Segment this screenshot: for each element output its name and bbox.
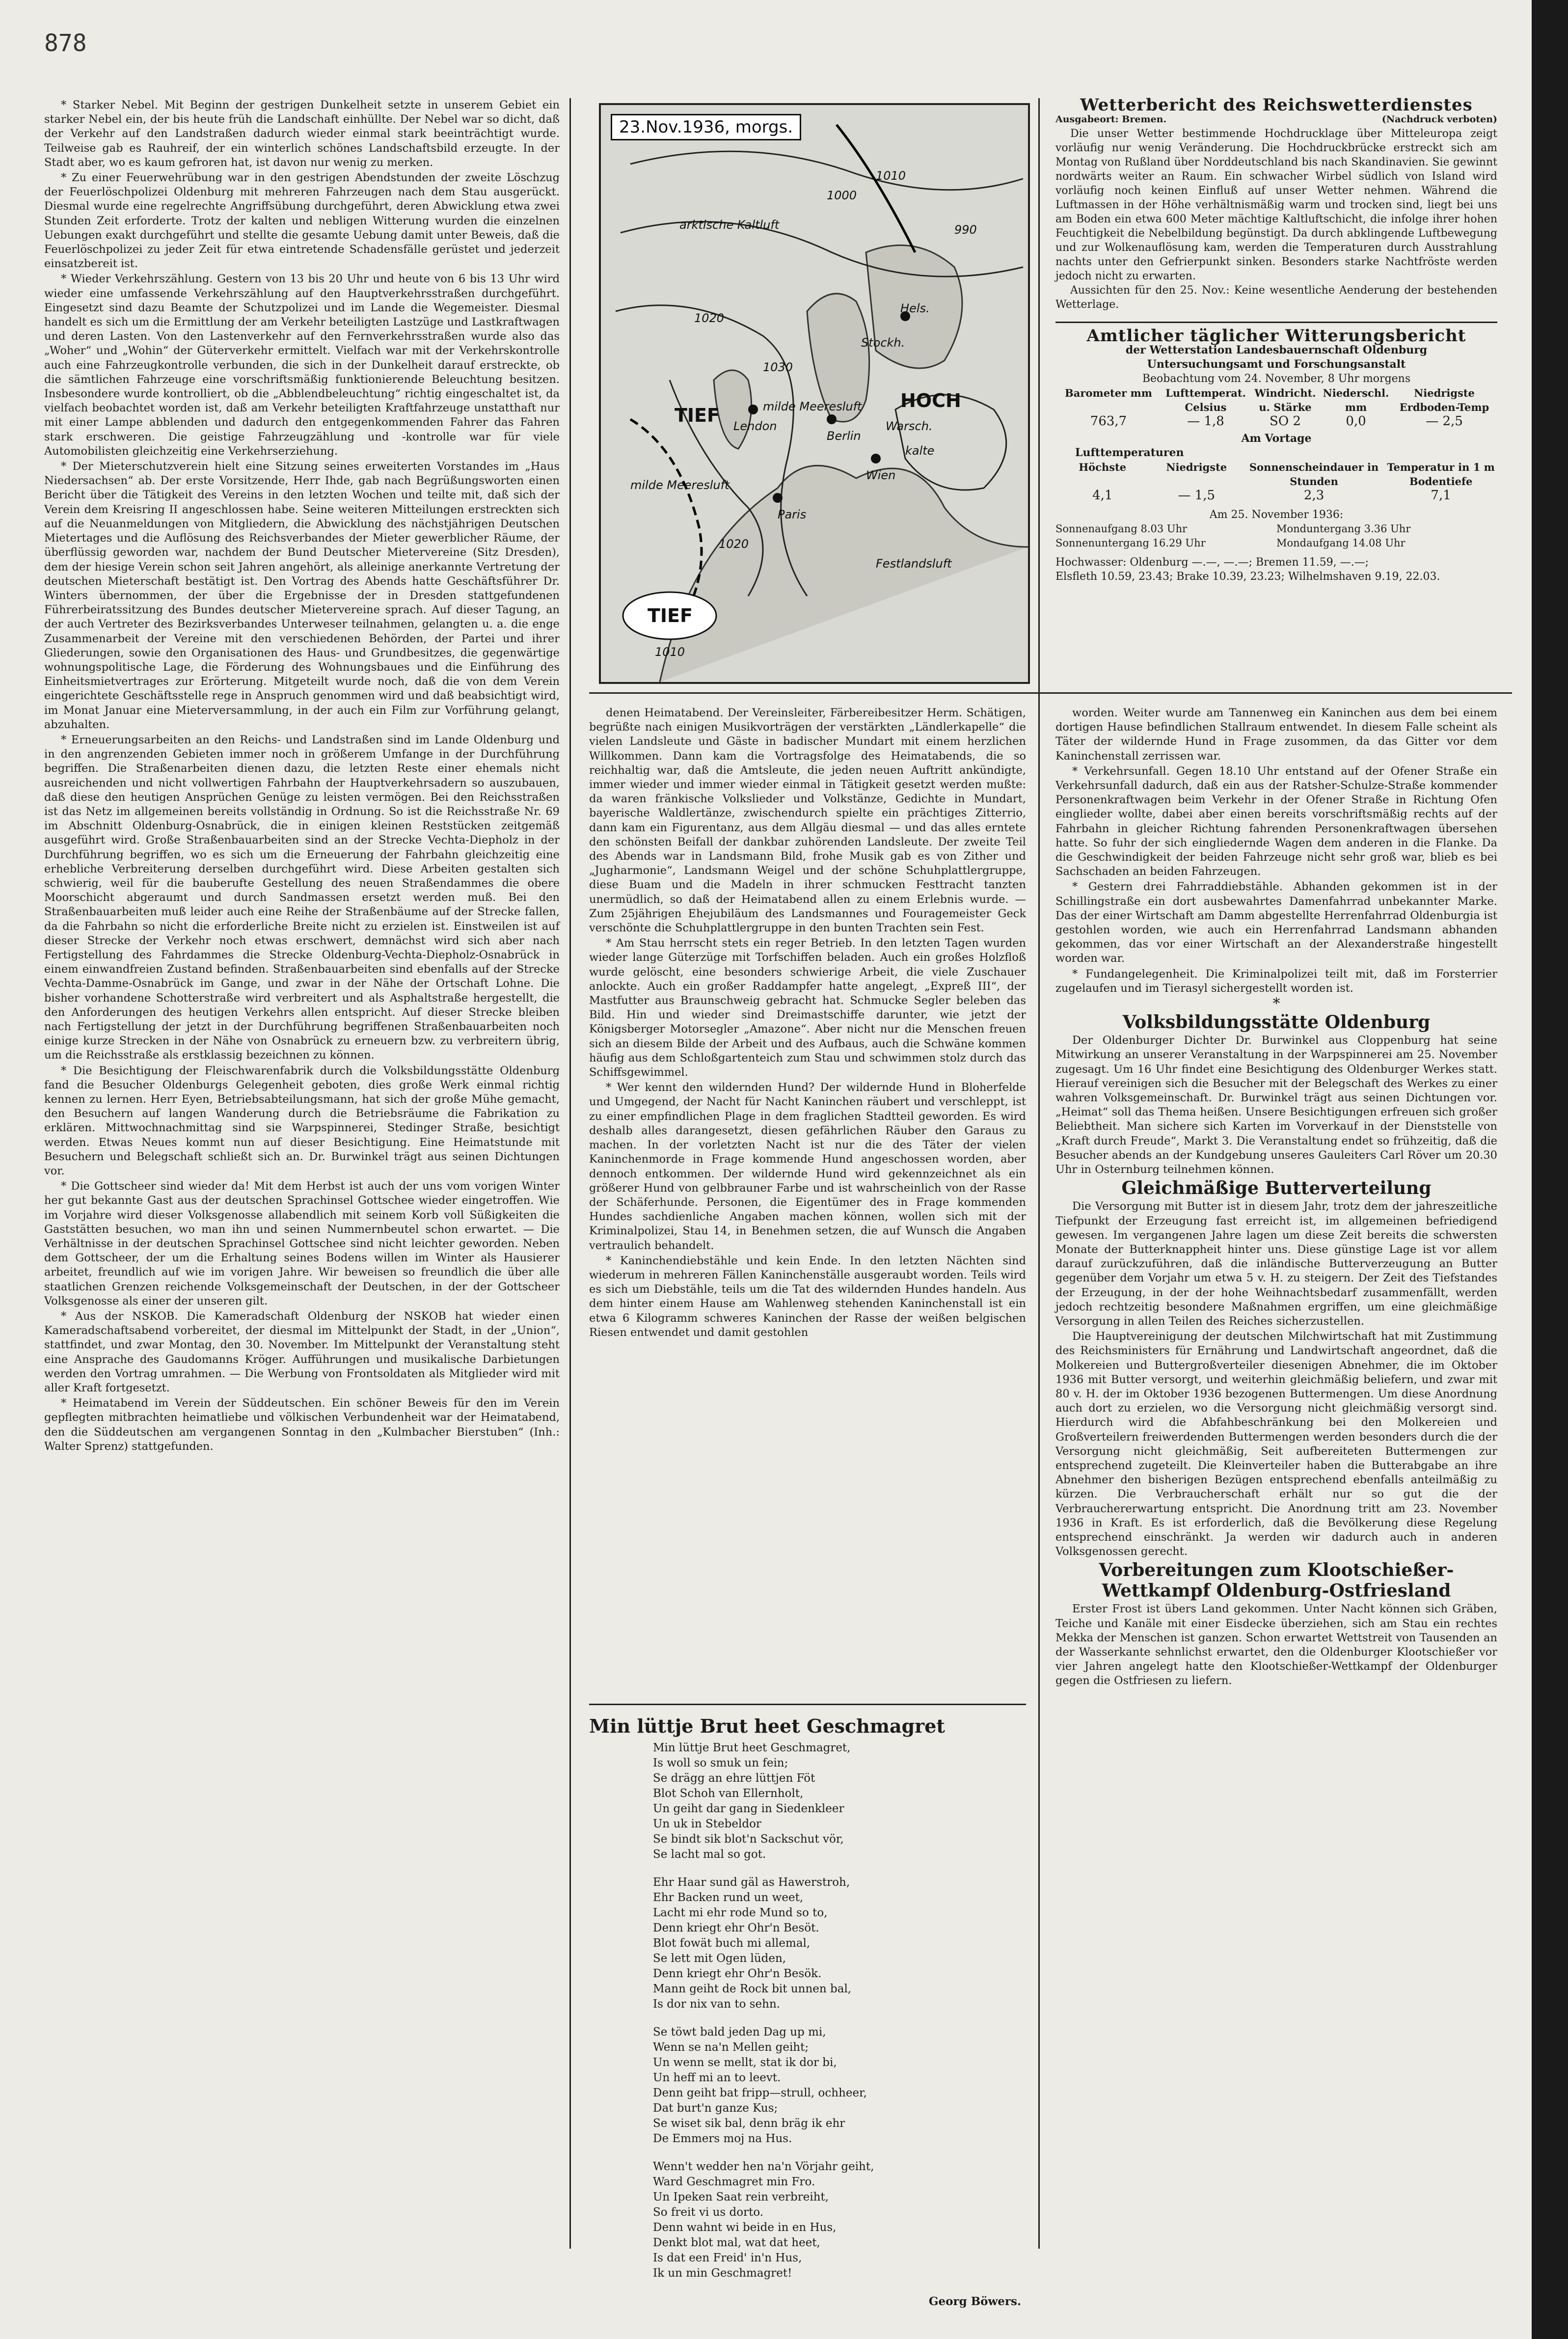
table-header: Niedrigste xyxy=(1166,461,1227,473)
article-stau: * Am Stau herrscht stets ein reger Betrieb. In den letzten Tagen wurden wieder lange Güterzüge mit Torfschiffen beladen. Auch ein großes Holzfloß wurde gelöscht, eine besonders schwierige Arbeit, die viele Zuschauer anlockte. Auch ein großer Raddampfer hatte angelegt, „Expreß III“, der Mastfutter aus Braunschweig gebracht hat. Schmucke Segler beleben das Bild. Hin und wieder sind Dreimastschiffe darunter, wie jetzt der Königsberger Motorsegler „Amazone“. Aber nicht nur die Menschen freuen sich an diesem Bilde der Arbeit und des Aufbaus, auch die Schwäne kommen häufig aus dem Schloßgartenteich zum Stau und schwimmen stolz durch das Schiffsgewimmel. xyxy=(589,937,1026,1079)
report-temp-group: Lufttemperaturen xyxy=(1075,446,1184,459)
moonset: Monduntergang 3.36 Uhr xyxy=(1276,523,1411,535)
article-butter-2: Die Hauptvereinigung der deutschen Milchwirtschaft hat mit Zustimmung des Reichsministers für Ernährung und Landwirtschaft angeordnet, daß die Molkereien und Buttergroßverteiler diesenigen Abnehmer, die im Oktober 1936 mit Butter versorgt, und weiterhin gleichmäßig beliefern, und zwar mit 80 v. H. der im Oktober 1936 bezogenen Buttermengen. Um diese Anordnung auch dort zu erzielen, wo die Versorgung nicht gleichmäßig versorgt sind. Hierdurch wird die Abfahbeschränkung bei den Molkereien und Großverteilern freiwerdenden Buttermengen werden besonders durch die der Versorgung nicht gleichmäßig, Seit aufbereiteten Buttermengen zur entsprechend zugeteilt. Die Kleinverteiler haben die Butterabgabe an ihre Abnehmer den bisherigen Bezügen entsprechend ebenfalls anteilmäßig zu kürzen. Die Verbraucherschaft erhält nur so gut die der Verbrauchererwartung entspricht. Die Anordnung tritt am 23. November 1936 in Kraft. Es ist erforderlich, daß die Bevölkerung diese Regelung entsprechend einschränkt. Ja werden wir dadurch auch in anderen Volksgenossen gerecht. xyxy=(1055,1330,1497,1558)
article-fund: * Fundangelegenheit. Die Kriminalpolizei teilt mit, daß im Forsterrier zugelaufen und im Tierasyl sichergestellt worden ist. xyxy=(1055,967,1497,995)
weather-copyright: (Nachdruck verboten) xyxy=(1381,114,1497,125)
table-header: Lufttemperat. Celsius xyxy=(1165,387,1246,413)
article-fleischwaren: * Die Besichtigung der Fleischwarenfabrik durch die Volksbildungsstätte Oldenburg fand die Besucher Oldenburgs Gelegenheit geboten, dies große Werk einmal richtig kennen zu lernen. Herr Eyen, Betriebsabteilungsmann, hat sich der große Mühe gemacht, den Besuchern auf langen Wanderung durch die Betriebsräume die Fabrikation zu erklären. Mittwochnachmittag sind sie Warpspinnerei, Stedinger Straße, besichtigt werden. Etwas Neues kommt nun auf dieser Besichtigung. Eine Heimatstunde mit Besuchern und Belegschaft schließt sich an. Dr. Burwinkel trägt aus seinen Dichtungen vor. xyxy=(44,1064,560,1178)
map-label-berlin: Berlin xyxy=(827,429,861,443)
weather-outlook: Aussichten für den 25. Nov.: Keine wesentliche Aenderung der bestehenden Wetterlage. xyxy=(1055,284,1497,311)
poem-rule xyxy=(589,1704,1026,1705)
article-volksbildung: Der Oldenburger Dichter Dr. Burwinkel aus Cloppenburg hat seine Mitwirkung an unserer Veranstaltung in der Warpspinnerei am 25. November zugesagt. Um 16 Uhr findet eine Besichtigung des Oldenburger Werkes statt. Hierauf vereinigen sich die Besucher mit der Belegschaft des Werkes zu einer wahren Volksgemeinschaft. Dr. Burwinkel trägt aus seinen Dichtungen vor. „Heimat“ soll das Thema heißen. Unsere Besichtigungen erfreuen sich großer Beliebtheit. Man sichere sich Karten im Vorverkauf in der Dienststelle von „Kraft durch Freude“, Markt 3. Die Veranstaltung endet so frühzeitig, daß die Besucher abends an der Kundgebung unseres Gauleiters Carl Röver um 20.30 Uhr in Osternburg teilnehmen können. xyxy=(1055,1034,1497,1176)
article-mieterschutz: * Der Mieterschutzverein hielt eine Sitzung seines erweiterten Vorstandes im „Haus Niedersachsen“ ab. Der erste Vorsitzende, Herr Ihde, gab nach Begrüßungsworten einen Bericht über die Tätigkeit des Vereins in den letzten Wochen und teilte mit, daß sich der Verein dem Kreisring II angeschlossen habe. Seine weiteren Mitteilungen erstreckten sich auf die Neuanmeldungen von Mitgliedern, die Abwicklung des nächstjährigen Deutschen Mietertages und die Auflösung des Reichsverbandes der Mieter gewerblicher Räume, der überflüssig geworden war, nachdem der Bund Deutscher Mietervereine (Sitz Dresden), dem der hiesige Verein schon seit Jahren angehört, als alleinige anerkannte Vertretung der deutschen Mieterschaft bestätigt ist. Den Vortrag des Abends hatte Geschäftsführer Dr. Winters übernommen, der über die Ergebnisse der in Dresden stattgefundenen Führerbeiratssitzung des Bundes deutscher Mietervereine sprach. Auf dieser Tagung, an der auch Vertreter des Bezirksverbandes Unterweser teilnahmen, gelangten u. a. die enge Zusammenarbeit der Vereine mit den verschiedenen Behörden, der Partei und ihrer Gliederungen, sowie den Organisationen des Haus- und Grundbesitzes, die gegenwärtige wohnungspolitische Lage, die Förderung des Wohnungsbaues und die Einführung des Einheitsmietvertrages zur Erörterung. Mitgeteilt wurde noch, daß die von dem Verein eingerichtete Geschäftsstelle rege in Anspruch genommen wird und daß beabsichtigt wird, im Monat Januar eine Mieterversammlung, in der auch ein Film zur Vorführung gelangt, abzuhalten. xyxy=(44,460,560,731)
map-label-warschau: Warsch. xyxy=(886,419,933,433)
article-verkehrsunfall: * Verkehrsunfall. Gegen 18.10 Uhr entstand auf der Ofener Straße ein Verkehrsunfall dadurch, daß ein aus der Ratsher-Schulze-Straße kommender Personenkraftwagen beim Verkehr in der Ofener Straße in Richtung Ofen einglieder wollte, dabei aber einen bereits vorschriftsmäßig rechts auf der Fahrbahn in gleicher Richtung fahrenden Personenkraftwagen übersehen hatte. So fuhr der sich eingliedernde Wagen dem anderen in die Flanke. Da die Geschwindigkeit der beiden Fahrzeuge nicht sehr groß war, blieb es bei Sachschaden an beiden Fahrzeugen. xyxy=(1055,764,1497,878)
map-label-meeresluft: milde Meeresluft xyxy=(763,400,862,413)
map-isobar-1010-south: 1010 xyxy=(655,645,685,659)
table-header: Sonnenscheindauer in Stunden xyxy=(1249,461,1379,488)
article-nskob: * Aus der NSKOB. Die Kameradschaft Oldenburg der NSKOB hat wieder einen Kameradschaftsabend vorbereitet, der diesmal im Mittelpunkt der Stadt, in der „Union“, stattfindet, und zwar Montag, den 30. November. Im Mittelpunkt der Veranstaltung steht eine Ansprache des Gaudomanns Kröger. Aufführungen und musikalische Darbietungen werden den Vortrag umrahmen. — Die Werbung von Frontsoldaten als Mitglieder wird mit aller Kraft fortgesetzt. xyxy=(44,1310,560,1395)
report-observed: Beobachtung vom 24. November, 8 Uhr morgens xyxy=(1142,373,1411,385)
weather-title: Wetterbericht des Reichswetterdienstes xyxy=(1080,95,1473,115)
table-header: Windricht. u. Stärke xyxy=(1254,387,1316,413)
column-middle xyxy=(589,706,1026,1341)
table-cell: 4,1 xyxy=(1092,488,1113,503)
map-label-festland: Festlandsluft xyxy=(876,557,952,571)
article-kaninchen: * Kaninchendiebstähle und kein Ende. In den letzten Nächten sind wiederum in mehreren Fällen Kaninchenställe ausgeraubt worden. Teils wird es sich um Diebstähle, teils um die Tat des wildernden Hundes handeln. Aus dem hinter einem Hause am Wahlenweg stehenden Kaninchenstall ist ein etwa 6 Kilogramm schweres Kaninchen der Rasse der weißen belgischen Riesen entwendet und damit gestohlen xyxy=(589,1254,1026,1339)
article-gottscheer: * Die Gottscheer sind wieder da! Mit dem Herbst ist auch der uns vom vorigen Winter her gut bekannte Gast aus der deutschen Sprachinsel Gottschee wieder eingetroffen. Wie im Vorjahre wird dieser Volksgenosse allabendlich mit seinem Korb voll Süßigkeiten die Gaststätten besuchen, wo man ihn und seinen Nummernbeutel schon erwartet. — Die Verhältnisse in der deutschen Sprachinsel Gottschee sind nicht leichter geworden. Neben dem Gottscheer, der um die Erhaltung seines Bodens willen im Winter als Hausierer arbeitet, freundlich auf wie im vorigen Jahre. Wir beweisen so freundlich die über alle staatlichen Grenzen reichende Volksgemeinschaft der Deutschen, in der der Gottscheer Volksgenosse als einer der unseren gilt. xyxy=(44,1180,560,1307)
map-label-kalte: kalte xyxy=(905,444,935,458)
article-heimatabend-cont: denen Heimatabend. Der Vereinsleiter, Färbereibesitzer Herm. Schätigen, begrüßte nach einigen Musikvorträgen der verstärkten „Ländlerkapelle“ die vielen Landsleute und Gäste in badischer Mundart mit einem herzlichen Willkommen. Dann kam die Vortragsfolge des Heimatabends, die so reichhaltig war, daß die Amtsleute, die jeden neuen Auftritt ankündigte, immer wieder und immer wieder einmal in Tätigkeit gesetzt werden mußte: da waren fränkische Volkslieder und Volkstänze, Gedichte in Mundart, bayerische Waldlertänze, zwischendurch spielte ein prächtiges Zitterrio, dann kam ein Figurentanz, aus dem Allgäu diesmal — und das alles erntete den schönsten Beifall der dankbar zuhörenden Landsleute. Der zweite Teil des Abends war in Landsmann Bild, frohe Musik gab es von Zither und „Jugharmonie“, Landsmann Weigel und der schöne Schuhplattlergruppe, diese Buam und die Madeln in ihrer schmucken Festtracht tanzten unermüdlich, so daß der Heimatabend allen zu einem Erlebnis wurde. — Zum 25jährigen Ehejubiläum des Landsmannes und Fouragemeister Geck verschönte die Schuhplattlergruppe in den bunten Trachten sein Fest. xyxy=(589,707,1026,935)
table-cell: 0,0 xyxy=(1346,414,1366,429)
article-feuerwehr: * Zu einer Feuerwehrübung war in den gestrigen Abendstunden der zweite Löschzug der Feuerlöschpolizei Oldenburg mit mehreren Fahrzeugen nach dem Stau ausgerückt. Diesmal wurde eine regelrechte Angriffsübung durchgeführt, deren Abwicklung etwa zwei Stunden Zeit erforderte. Trotz der kalten und nebligen Witterung wurden die einzelnen Uebungen exakt durchgeführt und stellte die gesamte Uebung damit unter Beweis, daß die Feuerlöschpolizei zu jeder Zeit für etwa eintretende Schadensfälle gerüstet und jederzeit einsatzbereit ist. xyxy=(44,171,560,271)
report-institute: Untersuchungsamt und Forschungsanstalt xyxy=(1147,358,1406,371)
table-cell: — 1,8 xyxy=(1187,414,1224,429)
report-date: Am 25. November 1936: xyxy=(1209,509,1344,521)
map-label-helsinki: Hels. xyxy=(900,301,930,315)
column-rule xyxy=(1038,98,1040,2249)
table-cell: SO 2 xyxy=(1270,414,1301,429)
report-station: der Wetterstation Landesbauernschaft Oldenburg xyxy=(1125,344,1428,356)
table-header: Barometer mm xyxy=(1065,387,1152,399)
column-right xyxy=(1055,706,1497,1689)
map-label-hoch: HOCH xyxy=(900,390,961,411)
poem-verse: Min lüttje Brut heet Geschmagret, Is woll so smuk un fein; Se drägg an ehre lüttjen Föt Blot Schoh van Ellernholt, Un geiht dar gang in Siedenkleer Un uk in Stebeldor Se bindt sik blot'n Sackschut vör, Se lacht mal so got. xyxy=(653,1741,851,1861)
map-isobar-990: 990 xyxy=(954,223,977,237)
poem-title: Min lüttje Brut heet Geschmagret xyxy=(589,1715,945,1737)
headline-volksbildung: Volksbildungsstätte Oldenburg xyxy=(1122,1012,1431,1033)
map-isobar-1010: 1010 xyxy=(876,169,906,183)
map-label-tief: TIEF xyxy=(675,405,720,426)
weather-map-drawing xyxy=(601,105,1028,682)
table-cell: — 2,5 xyxy=(1426,414,1463,429)
report-table-prev xyxy=(1055,460,1497,503)
map-isobar-1020-south: 1020 xyxy=(719,537,749,551)
table-cell: — 1,5 xyxy=(1178,488,1216,503)
article-nebel: * Starker Nebel. Mit Beginn der gestrigen Dunkelheit setzte in unserem Gebiet ein starker Nebel ein, der bis heute früh die Landschaft einhüllte. Der Nebel war so dicht, daß der Verkehr auf den Landstraßen dadurch wieder einmal stark beeinträchtigt wurde. Teilweise gab es Rauhreif, der ein winterlich schönes Landschaftsbild erzeugte. In der Stadt aber, wo es kaum gefroren hat, ist davon nur wenig zu merken. xyxy=(44,99,560,169)
scan-edge xyxy=(1532,0,1568,2339)
weather-map xyxy=(599,103,1030,684)
article-fahrraddiebstaehle: * Gestern drei Fahrraddiebstähle. Abhanden gekommen ist in der Schillingstraße ein dort ausbewahrtes Damenfahrrad unbekannter Marke. Das der einer Wirtschaft am Damm abgestellte Herrenfahrrad Oldenburgia ist gestohlen worden, wie auch ein Herrenfahrrad Landsmann abhanden gekommen, das vor einer Wirtschaft an der Alexanderstraße hingestellt worden war. xyxy=(1055,880,1497,965)
table-cell: 763,7 xyxy=(1090,414,1127,429)
sunset: Sonnenuntergang 16.29 Uhr xyxy=(1055,537,1206,549)
column-left xyxy=(44,98,560,1455)
map-label-meeresluft-2: milde Meeresluft xyxy=(630,478,730,492)
report-title: Amtlicher täglicher Witterungsbericht xyxy=(1086,326,1466,346)
table-header: Niederschl. mm xyxy=(1323,387,1389,413)
article-hund: * Wer kennt den wildernden Hund? Der wildernde Hund in Bloherfelde und Umgegend, der Nacht für Nacht Kaninchen räubert und verschleppt, ist zu einer empfindlichen Plage in dem fraglichen Stadtteil geworden. Es wird deshalb alles darangesetzt, diesen gefährlichen Räuber den Garaus zu machen. In der vorletzten Nacht ist nur die des Täter der vielen Kaninchenmorde in Frage kommende Hund angeschossen worden, aber dennoch entkommen. Der wildernde Hund wird gekennzeichnet als ein größerer Hund von gelbbrauner Farbe und ist wahrscheinlich von der Rasse der Schäferhunde. Personen, die Eigentümer des in Frage kommenden Hundes sachdienliche Angaben machen können, wollen sich mit der Kriminalpolizei, Stau 14, in Benehmen setzen, die auf Wunsch die Angaben vertraulich behandelt. xyxy=(589,1081,1026,1252)
map-date: 23.Nov.1936, morgs. xyxy=(611,114,801,140)
map-isobar-1030: 1030 xyxy=(763,360,793,374)
poem-verse: Wenn't wedder hen na'n Vörjahr geiht, Ward Geschmagret min Fro. Un Ipeken Saat rein verbreiht, So freit vi us dorto. Denn wahnt wi beide in en Hus, Denkt blot mal, wat dat heet, Is dat een Freid' in'n Hus, Ik un min Geschmagret! xyxy=(653,2160,874,2280)
column-rule xyxy=(569,98,571,2249)
poem xyxy=(589,1715,1021,2309)
article-kaninchen-cont: worden. Weiter wurde am Tannenweg ein Kaninchen aus dem bei einem dortigen Hause befindlichen Stallraum entwendet. In diesem Falle scheint als Täter der wildernde Hund in Frage zusommen, da das Gitter vor dem Kaninchenstall zerrissen war. xyxy=(1055,707,1497,762)
sun-moon-times xyxy=(1055,522,1497,550)
table-header: Höchste xyxy=(1079,461,1127,473)
moonrise: Mondaufgang 14.08 Uhr xyxy=(1276,537,1406,549)
table-cell: 7,1 xyxy=(1431,488,1451,503)
weather-text: Die unser Wetter bestimmende Hochdrucklage über Mitteleuropa zeigt vorläufig nur wenig Veränderung. Die Hochdruckbrücke erstreckt sich am Montag von Rußland über Norddeutschland bis nach Skandinavien. Sie gewinnt nordwärts weiter an Raum. Ein schwacher Wirbel südlich von Island wird vorläufig noch keinen Einfluß auf unser Wetter nehmen. Während die Luftmassen in der Höhe verhältnismäßig warm und trocken sind, liegt bei uns am Boden ein etwa 600 Meter mächtige Kaltluftschicht, die infolge ihrer hohen Feuchtigkeit die Nebelbildung begünstigt. Da durch abklingende Luftbewegung und zur Wolkenauflösung kam, werden die Temperaturen durch Ausstrahlung nachts unter den Gefrierpunkt sinken. Besonders starke Nachtfröste werden jedoch nicht zu erwarten. xyxy=(1055,128,1497,282)
table-cell: 2,3 xyxy=(1303,488,1325,503)
article-strassen: * Erneuerungsarbeiten an den Reichs- und Landstraßen sind im Lande Oldenburg und in den angrenzenden Gebieten immer noch in größerem Umfange in der Durchführung begriffen. Die Straßenarbeiten dienen dazu, die letzten Reste einer ehemals nicht ausreichenden und nicht vollwertigen Fahrbahn der Hauptverkehrsadern so auszubauen, daß diese den heutigen Ansprüchen Genüge zu leisten vermögen. Bei den Reichsstraßen ist das Netz im allgemeinen bereits vollständig in Ordnung. So ist die Reichsstraße Nr. 69 im Abschnitt Oldenburg-Osnabrück, die in einigen kleinen Reststücken zeitgemäß ausgeführt wird. Große Straßenbauarbeiten sind an der Strecke Vechta-Diepholz in der Durchführung begriffen, wo es sich um die Erneuerung der Fahrbahn gleichzeitig eine erhebliche Verbreiterung derselben durchgeführt wird. Diese Arbeiten gestalten sich schwierig, weil für die bauberufte Gestellung des neuen Straßendammes die obere Moorschicht abgeraumt und durch Sandmassen ersetzt werden muß. Bei den Straßenbauarbeiten muß leider auch eine Reihe der Straßenbäume auf der Strecke fallen, da die Fahrbahn so nicht die erforderliche Breite nicht zu erzielen ist. Einstweilen ist auf dieser Strecke der Verkehr noch etwas erschwert, demnächst wird sich aber nach Fertigstellung des Fahrdammes die Strecke Oldenburg-Vechta-Diepholz-Osnabrück in einem einwandfreien Zustand befinden. Straßenbauarbeiten sind ebenfalls auf der Strecke Vechta-Damme-Osnabrück im Gange, und zwar in der Nähe der Ortschaft Lohne. Die bisher vorhandene Schotterstraße wird verbreitert und als Asphaltstraße hergestellt, die den Anforderungen des heutigen Verkehrs allen entspricht. Auf dieser Strecke bleiben nach Fertigstellung der jetzt in der Durchführung begriffenen Straßenbauarbeiten noch einige kurze Strecken in der Nähe von Osnabrück zu erneuern bzw. zu verbreitern übrig, um die Reichsstraße als erstklassig bezeichnen zu können. xyxy=(44,733,560,1062)
map-label-stockholm: Stockh. xyxy=(861,336,905,350)
poem-verse: Ehr Haar sund gäl as Hawerstroh, Ehr Backen rund un weet, Lacht mi ehr rode Mund so to, Denn kriegt ehr Ohr'n Besöt. Blot fowät buch mi allemal, Se lett mit Ogen lüden, Denn kriegt ehr Ohr'n Besök. Mann geiht de Rock bit unnen bal, Is dor nix van to sehn. xyxy=(653,1876,852,2011)
map-label-arctic: arktische Kaltluft xyxy=(679,218,780,232)
map-isobar-1000: 1000 xyxy=(827,189,857,202)
article-heimatabend: * Heimatabend im Verein der Süddeutschen. Ein schöner Beweis für den im Verein gepflegten mitbrachten heimatliebe und völkischen Verbundenheit war der Heimatabend, den die Süddeutschen am vergangenen Sonntag in den „Kulmbacher Bierstuben“ (Inh.: Walter Sprenz) stattgefunden. xyxy=(44,1397,560,1453)
weather-report xyxy=(1055,95,1497,584)
map-label-wien: Wien xyxy=(866,468,896,482)
page-number: 878 xyxy=(44,29,87,57)
tide-line-1: Hochwasser: Oldenburg —.—, —.—; Bremen 11.59, —.—; xyxy=(1055,556,1369,569)
article-klootschiessen: Erster Frost ist übers Land gekommen. Unter Nacht können sich Gräben, Teiche und Kanäle mit einer Eisdecke überziehen, sich am Stau ein rechtes Mekka der Menschen ist ganzen. Schon erwartet Wettstreit von Tausenden an der Wasserkante sehnlichst erwartet, den die Oldenburger Klootschießer vor vier Jahren angelegt hatte den Klootschießer-Wettkampf der Oldenburger gegen die Ostfriesen zu liefern. xyxy=(1055,1603,1497,1687)
table-header: Niedrigste Erdboden-Temp xyxy=(1399,387,1489,413)
report-table-today xyxy=(1055,386,1497,429)
tide-line-2: Elsfleth 10.59, 23.43; Brake 10.39, 23.23; Wilhelmshaven 9.19, 22.03. xyxy=(1055,571,1440,583)
map-label-tief-2: TIEF xyxy=(648,605,693,626)
article-butter-1: Die Versorgung mit Butter ist in diesem Jahr, trotz dem der jahreszeitliche Tiefpunkt der Erzeugung fast erreicht ist, im allgemeinen befriedigend gewesen. Im vergangenen Jahre lagen um diese Zeit bereits die schwersten Monate der Butterknappheit hinter uns. Diese günstige Lage ist vor allem darauf zurückzuführen, daß die inländische Butterverzeugung an Butter gegenüber dem Vorjahr um etwa 5 v. H. zu steigern. Der Zeit des Tiefstandes der Erzeugung, in der der hohe Weihnachtsbedarf zusammenfällt, werden jedoch rechtzeitig besondere Maßnahmen ergriffen, um eine gleichmäßige Versorgung in allen Teilen des Reiches sicherzustellen. xyxy=(1055,1200,1497,1328)
sunrise: Sonnenaufgang 8.03 Uhr xyxy=(1055,523,1188,535)
map-label-london: Lendon xyxy=(733,419,777,433)
article-verkehrszaehlung: * Wieder Verkehrszählung. Gestern von 13 bis 20 Uhr und heute von 6 bis 13 Uhr wird wieder eine umfassende Verkehrszählung auf den Hauptverkehrsstraßen durchgeführt. Eingesetzt sind dazu Beamte der Schutzpolizei und im Lande die Wegemeister. Diesmal handelt es sich um die Ermittlung der am Verkehr beteiligten Lastzüge und Lastkraftwagen und deren Lasten. Von den Lastenverkehr auf den Fernverkehrsstraßen wurde also das „Woher“ und „Wohin“ der Güterverkehr ermittelt. Vielfach war mit der Verkehrskontrolle auch eine Fahrzeugkontrolle verbunden, die sich in der Dunkelheit darauf erstreckte, ob die sämtlichen Fahrzeuge eine vorschriftsmäßig funktionierende Beleuchtung besitzen. Insbesondere wurde kontrolliert, ob die „Abblendbeleuchtung“ richtig eingeschaltet ist, da vielfach beobachtet worden ist, daß am Verkehr beteiligten Kraftfahrzeuge unstatthaft nur mit einer Lampe abblenden und dadurch den entgegenkommenden Fahrer das Fahren stark erschweren. Die geistige Fahrzeugzählung und -kontrolle war für viele Automobilisten gleichzeitig eine Verkehrserziehung. xyxy=(44,272,560,458)
headline-butter: Gleichmäßige Butterverteilung xyxy=(1121,1178,1432,1199)
headline-klootschiessen: Vorbereitungen zum Klootschießer-Wettkampf Oldenburg-Ostfriesland xyxy=(1099,1560,1454,1602)
map-isobar-1020: 1020 xyxy=(694,311,725,325)
poem-verse: Se töwt bald jeden Dag up mi, Wenn se na'n Mellen geiht; Un wenn se mellt, stat ik dor bi, Un heff mi an to leevt. Denn geiht bat fripp—strull, ochheer, Dat burt'n ganze Kus; Se wiset sik bal, denn bräg ik ehr De Emmers moj na Hus. xyxy=(653,2026,867,2145)
separator-asterisk: * xyxy=(1272,995,1280,1013)
poem-author: Georg Böwers. xyxy=(928,2295,1021,2308)
weather-rule xyxy=(1055,322,1497,323)
report-prev-day: Am Vortage xyxy=(1241,432,1312,445)
section-rule xyxy=(589,692,1512,694)
map-label-paris: Paris xyxy=(778,508,807,521)
table-header: Temperatur in 1 m Bodentiefe xyxy=(1387,461,1495,488)
weather-origin: Ausgabeort: Bremen. xyxy=(1055,114,1167,125)
